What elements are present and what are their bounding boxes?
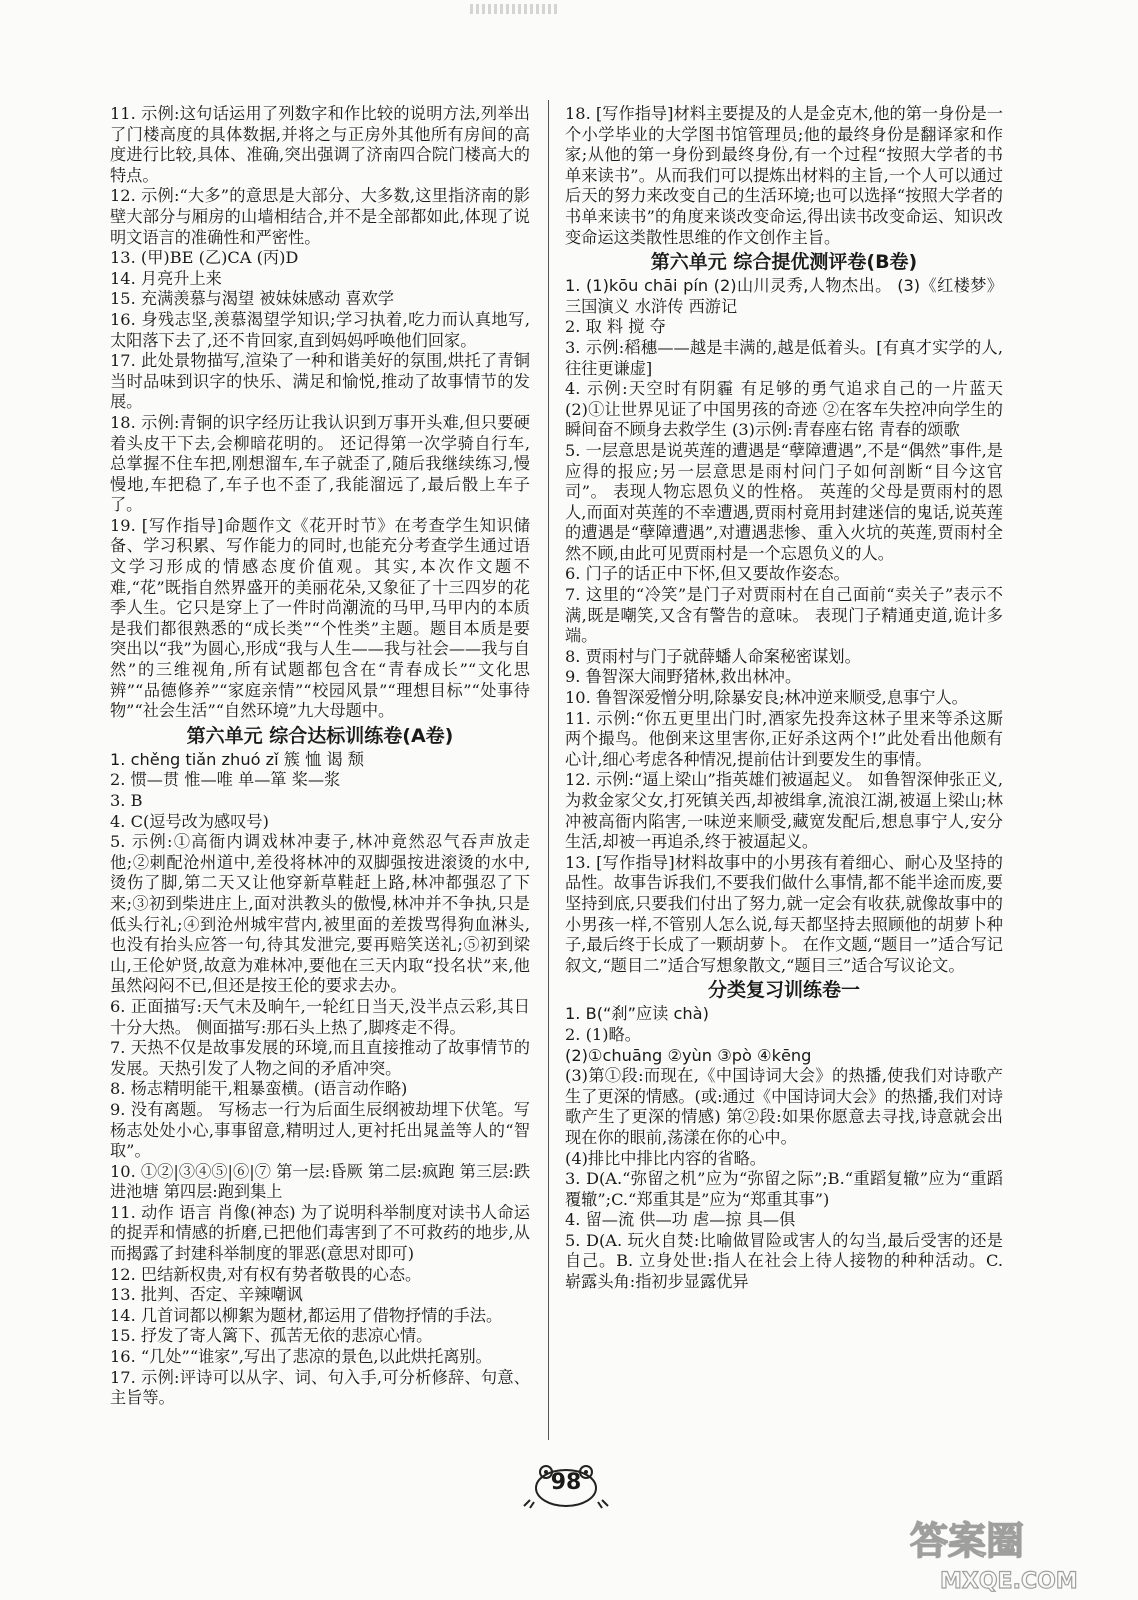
answer-item: 13. (甲)BE (乙)CA (丙)D [110,248,299,268]
answer-item: 12. 巴结新权贵,对有权有势者敬畏的心态。 [110,1264,422,1284]
page-number: 98 [550,1470,582,1495]
answer-item: 5. 一层意思是说英莲的遭遇是“孽障遭遇”,不是“偶然”事件,是应得的报应;另一层意思是雨村问门子如何剖断“目今这官司”。 表现人物忘恩负义的性格。 英莲的父母是贾雨村的恩人,而面对英莲的不幸遭遇,贾雨村竟用封建迷信的鬼话,说英莲的遭遇是“孽障遭遇”,对遭遇悲惨、重入火坑的英莲,贾雨村全然不顾,由此可见贾雨村是一个忘恩负义的人。 [565,440,1003,563]
svg-text:答案圈: 答案圈 [910,1519,1025,1563]
answer-item: 7. 这里的“冷笑”是门子对贾雨村在自己面前“卖关子”表示不满,既是嘲笑,又含有警告的意味。 表现门子精通吏道,诡计多端。 [565,585,1003,646]
answer-item: 3. B [110,791,143,810]
answer-item: 11. 动作 语言 肖像(神态) 为了说明科举制度对读书人命运的捉弄和情感的折磨,已把他们毒害到了不可救药的地步,从而揭露了封建科举制度的罪恶(意思对即可) [110,1202,530,1264]
answer-item: 19. [写作指导]命题作文《花开时节》在考查学生知识储备、学习积累、写作能力的同时,也能充分考查学生通过语文学习形成的情感态度价值观。其实,本次作文题不难,“花”既指自然界盛开的美丽花朵,又象征了十三四岁的花季人生。它只是穿上了一件时尚潮流的马甲,马甲内的本质是我们都很熟悉的“成长类”“个性类”主题。题目本质是要突出以“我”为圆心,形成“我与人生——我与社会——我与自然”的三维视角,所有试题都包含在“青春成长”“文化思辨”“品德修养”“家庭亲情”“校园风景”“理想目标”“处事待物”“社会生活”“自然环境”九大母题中。 [110,515,530,721]
answer-item: 5. 示例:①高衙内调戏林冲妻子,林冲竟然忍气吞声放走他;②刺配沧州道中,差役将林冲的双脚强按进滚烫的水中,烫伤了脚,第二天又让他穿新草鞋赶上路,林冲都强忍了下来;③初到柴进庄上,面对洪教头的傲慢,林冲并不争执,只是低头行礼;④到沧州城牢营内,被里面的差拨骂得狗血淋头,也没有抬头应答一句,待其发泄完,要再赔笑送礼;⑤初到梁山,王伦妒贤,故意为难林冲,要他在三天内取“投名状”来,他虽然闷闷不已,但还是按王伦的要求去办。 [110,832,530,996]
answer-item: 5. D(A. 玩火自焚:比喻做冒险或害人的勾当,最后受害的还是自己。B. 立身处世:指人在社会上待人接物的种种活动。C. 崭露头角:指初步显露优异 [565,1230,1003,1292]
answer-item: 18. [写作指导]材料主要提及的人是金克木,他的第一身份是一个小学毕业的大学图书馆管理员;他的最终身份是翻译家和作家;从他的第一身份到最终身份,有一个过程“按照大学者的书单来读书”。从而我们可以提炼出材料的主旨,一个人可以通过后天的努力来改变自己的生活环境;也可以选择“按照大学者的书单来读书”的角度来谈改变命运,得出读书改变命运、知识改变命运这类散性思维的作文创作主旨。 [565,104,1003,247]
section-heading: 第六单元 综合达标训练卷(A卷) [186,724,454,747]
answer-item: 15. 抒发了寄人篱下、孤苦无依的悲凉心情。 [110,1326,433,1346]
answer-item: 4. 留—流 供—功 虐—掠 具—俱 [565,1210,796,1230]
answer-item: 2. 惯—贯 惟—唯 单—箪 桨—浆 [110,770,341,790]
section-heading: 第六单元 综合提优测评卷(B卷) [650,251,918,274]
top-decoration [470,4,560,14]
answer-item: 4. 示例:天空时有阴霾 有足够的勇气追求自己的一片蓝天 (2)①让世界见证了中国男孩的奇迹 ②在客车失控冲向学生的瞬间奋不顾身去救学生 (3)示例:青春座右铭 青春的颂歌 [565,379,1003,440]
answer-item: 17. 示例:评诗可以从字、词、句入手,可分析修辞、句意、主旨等。 [110,1367,530,1408]
answer-item: 11. 示例:“你五更里出门时,酒家先投奔这林子里来等杀这厮两个撮鸟。他倒来这里害你,正好杀这两个!”此处看出他颇有心计,细心考虑各种情况,提前估计到要发生的事情。 [565,708,1003,769]
right-column [565,104,1003,1293]
watermark-logo [900,1510,1130,1596]
answer-item: 6. 正面描写:天气未及晌午,一轮红日当天,没半点云彩,其日十分大热。 侧面描写:那石头上热了,脚疼走不得。 [110,996,530,1037]
answer-item: 12. 示例:“大多”的意思是大部分、大多数,这里指济南的影壁大部分与厢房的山墙相结合,并不是全部都如此,体现了说明文语言的准确性和严密性。 [110,186,530,247]
answer-item: 14. 月亮升上来 [110,268,222,288]
answer-item: 1. B(“刹”应读 chà) [565,1004,709,1024]
answer-item: 12. 示例:“逼上梁山”指英雄们被逼起义。 如鲁智深伸张正义,为救金家父女,打死镇关西,却被缉拿,流浪江湖,被逼上梁山;林冲被高衙内陷害,一味逆来顺受,藏宽发配后,想息事宁人,安分生活,却被一再追杀,终于被逼起义。 [565,770,1003,852]
answer-item: 11. 示例:这句话运用了列数字和作比较的说明方法,列举出了门楼高度的具体数据,并将之与正房外其他所有房间的高度进行比较,具体、准确,突出强调了济南四合院门楼高大的特点。 [110,104,530,185]
answer-item: 3. 示例:稻穗——越是丰满的,越是低着头。[有真才实学的人,往往更谦虚] [565,337,1003,378]
section-heading: 分类复习训练卷一 [707,979,860,1002]
answer-item: 8. 贾雨村与门子就薛蟠人命案秘密谋划。 [565,646,861,666]
answer-item: 17. 此处景物描写,渲染了一种和谐美好的氛围,烘托了青铜当时品味到识字的快乐、满足和愉悦,推动了故事情节的发展。 [110,351,530,412]
answer-item: 15. 充满羡慕与渴望 被妹妹感动 喜欢学 [110,289,394,309]
answer-item: 9. 没有离题。 写杨志一行为后面生辰纲被劫埋下伏笔。写杨志处处小心,事事留意,精明过人,更衬托出晁盖等人的“智取”。 [110,1099,530,1161]
answer-item: 9. 鲁智深大闹野猪林,救出林冲。 [565,667,802,687]
answer-item: 8. 杨志精明能干,粗暴蛮横。(语言动作略) [110,1079,408,1099]
answer-item: (4)排比中排比内容的省略。 [565,1148,766,1168]
left-column [110,104,530,1409]
answer-item: 1. chěng tiǎn zhuó zǐ 簇 恤 谒 颓 [110,749,364,769]
answer-item: 10. ①②|③④⑤|⑥|⑦ 第一层:昏厥 第二层:疯跑 第三层:跌进池塘 第四层:跑到集上 [110,1161,530,1202]
column-divider [548,100,549,1440]
page-number-badge [520,1462,612,1510]
answer-item: 13. 批判、否定、辛辣嘲讽 [110,1285,303,1305]
answer-item: 1. (1)kōu chāi pín (2)山川灵秀,人物杰出。 (3)《红楼梦》 三国演义 水浒传 西游记 [565,276,1003,316]
answer-item: 4. C(逗号改为感叹号) [110,811,269,831]
answer-item: 2. 取 料 搅 夺 [565,317,666,337]
answer-item: 13. [写作指导]材料故事中的小男孩有着细心、耐心及坚持的品性。故事告诉我们,不要我们做什么事情,都不能半途而废,要坚持到底,只要我们付出了努力,就一定会有收获,就像故事中的小男孩一样,不管别人怎么说,每天都坚持去照顾他的胡萝卜种子,最后终于长成了一颗胡萝卜。 在作文题,“题目一”适合写记叙文,“题目二”适合写想象散文,“题目三”适合写议论文。 [565,852,1003,975]
answer-item: 16. 身残志坚,羡慕渴望学知识;学习执着,吃力而认真地写,太阳落下去了,还不肯回家,直到妈妈呼唤他们回家。 [110,309,530,350]
answer-item: 7. 天热不仅是故事发展的环境,而且直接推动了故事情节的发展。天热引发了人物之间的矛盾冲突。 [110,1038,530,1078]
answer-item: 14. 几首词都以柳絮为题材,都运用了借物抒情的手法。 [110,1305,503,1325]
answer-item: (2)①chuāng ②yùn ③pò ④kēng [565,1045,812,1065]
answer-item: 16. “几处”“谁家”,写出了悲凉的景色,以此烘托离别。 [110,1347,492,1367]
answer-item: 6. 门子的话正中下怀,但又要故作姿态。 [565,564,850,584]
answer-item: 10. 鲁智深爱憎分明,除暴安良;林冲逆来顺受,息事宁人。 [565,688,968,708]
answer-item: 2. (1)略。 [565,1024,641,1044]
svg-text:MXQE.COM: MXQE.COM [940,1569,1078,1594]
answer-item: 3. D(A.“弥留之机”应为“弥留之际”;B.“重蹈复辙”应为“重蹈覆辙”;C.“郑重其是”应为“郑重其事”) [565,1169,1003,1209]
answer-item: (3)第①段:而现在,《中国诗词大会》的热播,使我们对诗歌产生了更深的情感。(或:通过《中国诗词大会》的热播,我们对诗歌产生了更深的情感) 第②段:如果你愿意去寻找,诗意就会出现在你的眼前,荡漾在你的心中。 [565,1066,1003,1147]
answer-item: 18. 示例:青铜的识字经历让我认识到万事开头难,但只要硬着头皮干下去,会柳暗花明的。 还记得第一次学骑自行车,总掌握不住车把,刚想溜车,车子就歪了,随后我继续练习,慢慢地,车把稳了,车子也不歪了,我能溜远了,最后骰上车子了。 [110,412,530,515]
